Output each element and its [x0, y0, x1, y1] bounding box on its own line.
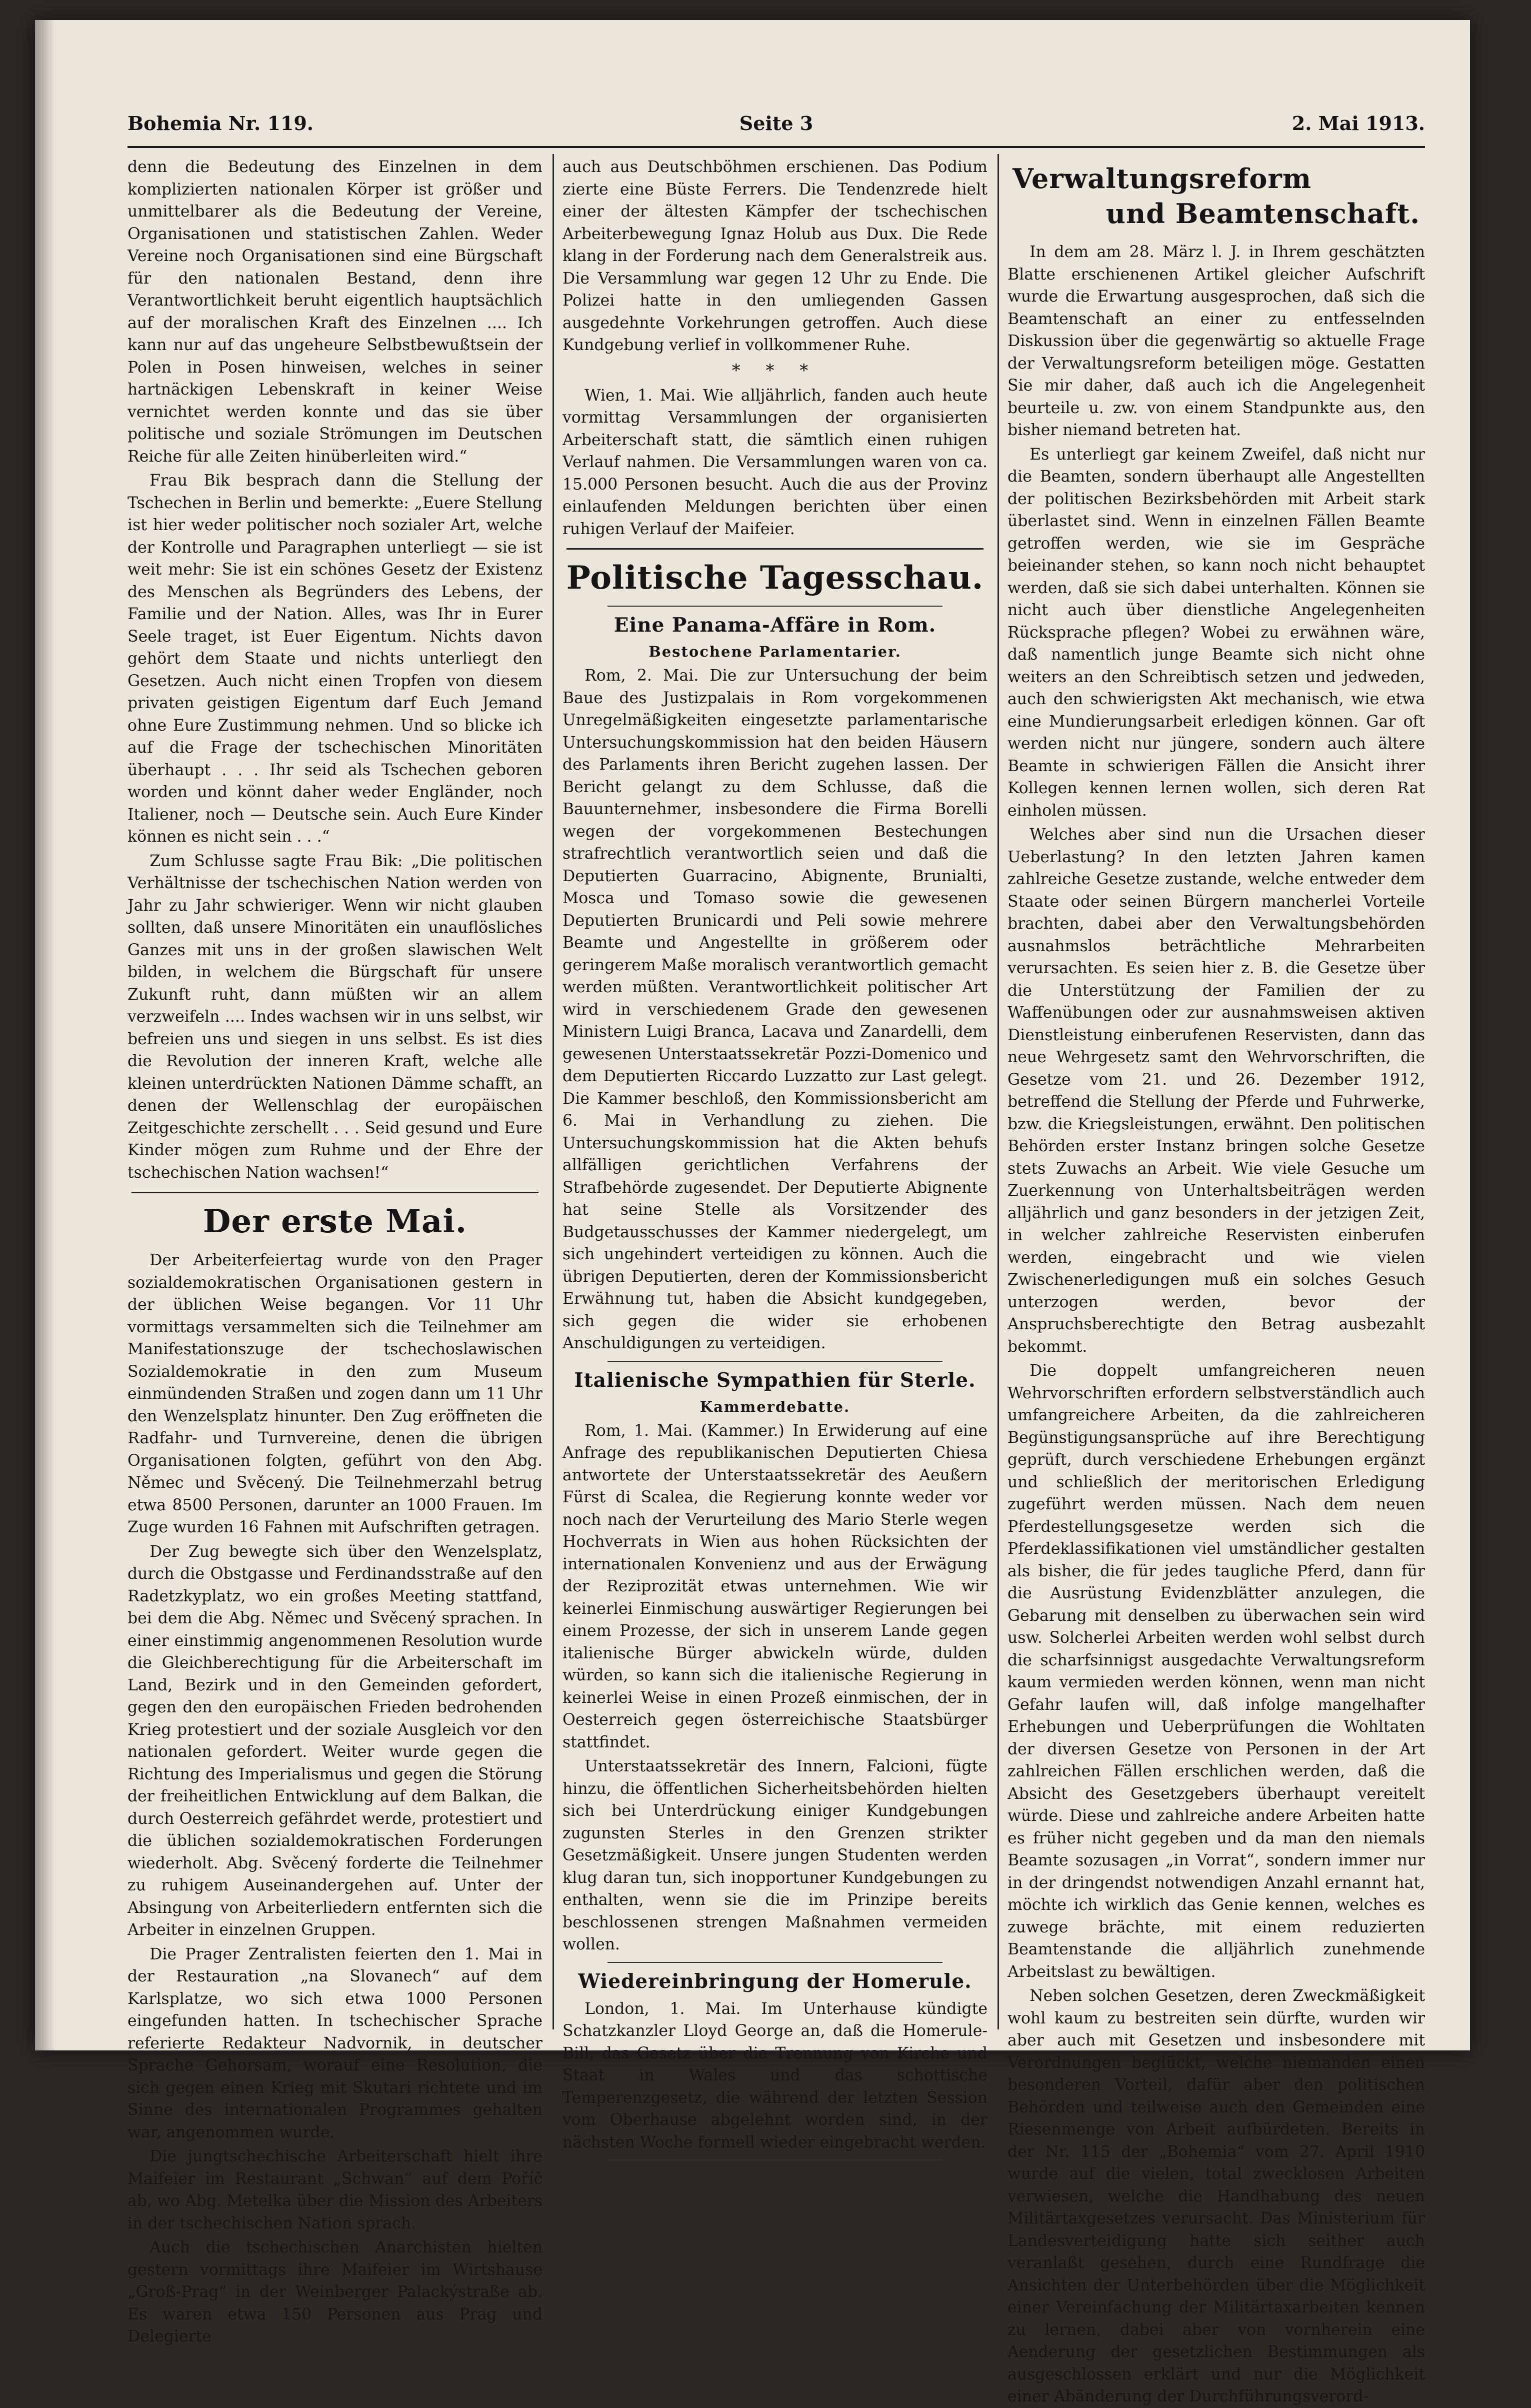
section-title-tagesschau: Politische Tagesschau. [566, 559, 984, 597]
article-title-homerule: Wiedereinbringung der Homerule. [578, 1969, 972, 1993]
article-divider [566, 548, 984, 550]
column-divider [552, 154, 554, 2029]
column-divider [998, 154, 999, 2029]
header-issue: Bohemia Nr. 119. [128, 112, 314, 135]
paragraph: In dem am 28. März l. J. in Ihrem geschätzten Blatte erschienenen Artikel gleicher Aufschrift wurde die Erwartung ausgesprochen, daß sich die Beamtenschaft an einer zu entfesselnden Diskussion über die gegenwärtig so aktuelle Frage der Verwaltungsreform beteiligen möge. Gestatten Sie mir daher, daß auch ich die Angelegenheit beurteile u. zw. von einem Standpunkte aus, den bisher niemand betreten hat. [1008, 243, 1425, 439]
paragraph: Es unterliegt gar keinem Zweifel, daß nicht nur die Beamten, sondern überhaupt alle Angestellten der politischen Bezirksbehörden mit Arbeit stark überlastet sind. Wenn in einzelnen Fällen Beamte getroffen werden, wie sie im Gespräche beieinander stehen, so kann noch nicht behauptet werden, daß sie sich dabei unterhalten. Können sie nicht auch über dienstliche Angelegenheiten Rücksprache pflegen? Wobei zu erwähnen wäre, daß namentlich junge Beamte sich nicht ohne weiters an den Schreibtisch setzen und jedweden, auch den schwierigsten Akt mechanisch, wie etwa eine Mundierungsarbeit erledigen können. Gar oft werden nicht nur jüngere, sondern auch ältere Beamte in schwierigen Fällen die Ansicht ihrer Kollegen kennen lernen wollen, sich deren Rat einholen müssen. [1008, 445, 1425, 820]
paragraph: Wien, 1. Mai. Wie alljährlich, fanden auch heute vormittag Versammlungen der organisierten Arbeiterschaft statt, die sämtlich einen ruhigen Verlauf nahmen. Die Versammlungen waren von ca. 15.000 Personen besucht. Auch die aus der Provinz einlaufenden Meldungen berichten über einen ruhigen Verlauf der Maifeier. [562, 386, 988, 538]
article-title-erste-mai: Der erste Mai. [202, 1203, 468, 1240]
column-left [128, 156, 542, 2345]
paragraph: Die jungtschechische Arbeiterschaft hielt ihre Maifeier im Restaurant „Schwan“ auf dem Poříč ab, wo Abg. Metelka über die Mission des Arbeiters in der tschechischen Nation sprach. [128, 2147, 542, 2232]
paragraph: Rom, 2. Mai. Die zur Untersuchung der beim Baue des Justizpalais in Rom vorgekommenen Unregelmäßigkeiten eingesetzte parlamentarische Untersuchungskommission hat den beiden Häusern des Parlaments ihren Bericht zugehen lassen. Der Bericht gelangt zu dem Schlusse, daß die Bauunternehmer, insbesondere die Firma Borelli wegen der vorgekommenen Bestechungen strafrechtlich verantwortlich seien und daß die Deputierten Guarracino, Abignente, Brunialti, Mosca und Tomaso sowie die gewesenen Deputierten Brunicardi und Peli sowie mehrere Beamte und Angestellte in größerem oder geringerem Maße moralisch verantwortlich gemacht werden müßten. Verantwortlichkeit politischer Art wird in verschiedenem Grade den gewesenen Ministern Luigi Branca, Lacava und Zanardelli, dem gewesenen Unterstaatssekretär Pozzi-Domenico und dem Deputierten Riccardo Luzzatto zur Last gelegt. Die Kammer beschloß, den Kommissionsbericht am 6. Mai in Verhandlung zu ziehen. Die Untersuchungskommission hat die Akten behufs allfälligen gerichtlichen Verfahrens der Strafbehörde zugesendet. Der Deputierte Abignente hat seine Stelle als Vorsitzender des Budgetausschusses der Kammer niedergelegt, um sich ungehindert verteidigen zu können. Auch die übrigen Deputierten, deren der Kommissionsbericht Erwähnung tut, haben die Absicht kundgegeben, sich gegen die wider sie erhobenen Anschuldigungen zu verteidigen. [562, 667, 988, 1352]
article-title-panama: Eine Panama-Affäre in Rom. [614, 614, 936, 637]
paragraph: Welches aber sind nun die Ursachen dieser Ueberlastung? In den letzten Jahren kamen zahlreiche Gesetze zustande, welche entweder dem Staate oder seinen Bürgern mancherlei Vorteile brachten, dabei aber den Verwaltungsbehörden ausnahmslos beträchtliche Mehrarbeiten verursachten. Es seien hier z. B. die Gesetze über die Unterstützung der Familien der zu Waffenübungen oder zur ausnahmsweisen aktiven Dienstleistung einberufenen Reservisten, dann das neue Wehrgesetz samt den Wehrvorschriften, die Gesetze vom 21. und 26. Dezember 1912, betreffend die Stellung der Pferde und Fuhrwerke, bzw. die Kriegsleistungen, erwähnt. Den politischen Behörden erster Instanz bringen solche Gesetze stets Zuwachs an Arbeit. Wie viele Gesuche um Zuerkennung von Unterhaltsbeiträgen werden alljährlich und ganz besonders in der jetzigen Zeit, in welcher zahlreiche Reservisten einberufen werden, eingebracht und wie vielen Zwischenerledigungen muß ein solches Gesuch unterzogen werden, bevor der Anspruchsberechtigte den Betrag ausbezahlt bekommt. [1008, 826, 1425, 1356]
paragraph: Die Prager Zentralisten feierten den 1. Mai in der Restauration „na Slovanech“ auf dem Karlsplatze, wo sich etwa 1000 Personen eingefunden hatten. In tschechischer Sprache referierte Redakteur Nadvornik, in deutscher Sprache Gehorsam, worauf eine Resolution, die sich gegen einen Krieg mit Skutari richtete und im Sinne des internationalen Programmes gehalten war, angenommen wurde. [128, 1945, 542, 2141]
newspaper-page [35, 20, 1470, 2405]
separator-asterisks: * * * [732, 360, 818, 381]
article-subtitle-panama: Bestochene Parlamentarier. [648, 643, 902, 660]
article-title-verwaltungsreform: Verwaltungsreform [1012, 163, 1312, 195]
article-divider [132, 1192, 538, 1193]
section-divider [608, 606, 942, 607]
article-title-beamtenschaft: und Beamtenschaft. [1106, 198, 1420, 230]
header-rule [128, 146, 1425, 148]
paragraph: Zum Schlusse sagte Frau Bik: „Die politischen Verhältnisse der tschechischen Nation werden von Jahr zu Jahr schwieriger. Wenn wir nicht glauben sollten, daß unsere Minoritäten ein unauflösliches Ganzes mit uns in der großen slawischen Welt bilden, in welchem die Bürgschaft für unsere Zukunft ruht, dann müßten wir an allem verzweifeln .... Indes wachsen wir in uns selbst, wir befreien uns und siegen in uns selbst. Es ist dies die Revolution der inneren Kraft, welche alle kleinen unterdrückten Nationen Dämme schafft, an denen der Wellenschlag der europäischen Zeitgeschichte zerschellt . . . Seid gesund und Eure Kinder mögen zum Ruhme und der Ehre der tschechischen Nation wachsen!“ [128, 852, 542, 1182]
page-header [128, 100, 1425, 145]
paragraph: Rom, 1. Mai. (Kammer.) In Erwiderung auf eine Anfrage des republikanischen Deputierten Chiesa antwortete der Unterstaatssekretär des Aeußern Fürst di Scalea, die Regierung konnte weder vor noch nach der Verurteilung des Mario Sterle wegen Hochverrats in Wien aus hohen Rücksichten der internationalen Konvenienz und aus der Erwägung der Reziprozität etwas unternehmen. Wie wir keinerlei Einmischung auswärtiger Regierungen bei einem Prozesse, der sich in unserem Lande gegen italienische Bürger abwickeln würde, dulden würden, so kann sich die italienische Regierung in keinerlei Weise in einen Prozeß einmischen, der in Oesterreich gegen österreichische Staatsbürger stattfindet. [562, 1421, 988, 1751]
article-subtitle-sterle: Kammerdebatte. [700, 1398, 850, 1415]
paragraph: Der Arbeiterfeiertag wurde von den Prager sozialdemokratischen Organisationen gestern in der üblichen Weise begangen. Vor 11 Uhr vormittags versammelten sich die Teilnehmer am Manifestationszuge der tschechoslawischen Sozialdemokratie in den zum Museum einmündenden Straßen und zogen dann um 11 Uhr den Wenzelsplatz hinunter. Den Zug eröffneten die Radfahr- und Turnvereine, denen die übrigen Organisationen folgten, geführt von den Abg. Němec und Svěcený. Die Teilnehmerzahl betrug etwa 8500 Personen, darunter an 1000 Frauen. Im Zuge wurden 16 Fahnen mit Aufschriften getragen. [128, 1251, 542, 1536]
column-center [562, 156, 988, 2151]
paragraph: auch aus Deutschböhmen erschienen. Das Podium zierte eine Büste Ferrers. Die Tendenzrede hielt einer der ältesten Kämpfer der tschechischen Arbeiterbewegung Ignaz Holub aus Dux. Die Rede klang in der Forderung nach dem Generalstreik aus. Die Versammlung war gegen 12 Uhr zu Ende. Die Polizei hatte in den umliegenden Gassen ausgedehnte Vorkehrungen getroffen. Auch diese Kundgebung verlief in vollkommener Ruhe. [562, 158, 988, 354]
column-right [1008, 156, 1425, 2405]
paragraph: Der Zug bewegte sich über den Wenzelsplatz, durch die Obstgasse und Ferdinandsstraße auf den Radetzkyplatz, wo ein großes Meeting stattfand, bei dem die Abg. Němec und Svěcený sprachen. In einer einstimmig angenommenen Resolution wurde die Gleichberechtigung für die Arbeiterschaft im Land, Bezirk und in den Gemeinden gefordert, gegen den den europäischen Frieden bedrohenden Krieg protestiert und der soziale Ausgleich vor den nationalen gefordert. Weiter wurde gegen die Richtung des Imperialismus und gegen die Störung der freiheitlichen Entwicklung auf dem Balkan, die durch Oesterreich gefährdet werde, protestiert und die üblichen sozialdemokratischen Forderungen wiederholt. Abg. Svěcený forderte die Teilnehmer zu ruhigem Auseinandergehen auf. Unter der Absingung von Arbeiterliedern entfernten sich die Arbeiter in einzelnen Gruppen. [128, 1542, 542, 1939]
article-divider [608, 1962, 942, 1963]
end-divider [608, 2159, 942, 2160]
article-title-sterle: Italienische Sympathien für Sterle. [574, 1368, 976, 1392]
header-page-number: Seite 3 [739, 112, 814, 135]
header-date: 2. Mai 1913. [1292, 112, 1425, 135]
paragraph: Die doppelt umfangreicheren neuen Wehrvorschriften erfordern selbstverständlich auch umfangreichere Arbeiten, da die zahlreicheren Begünstigungsansprüche auf ihre Berechtigung geprüft, durch verschiedene Erhebungen ergänzt und schließlich der meritorischen Erledigung zugeführt werden müssen. Nach dem neuen Pferdestellungsgesetze werden sich die Pferdeklassifikationen viel umständlicher gestalten als bisher, die für jedes taugliche Pferd, dann für die Ausrüstung Evidenzblätter anzulegen, die Gebarung mit denselben zu überwachen sein wird usw. Solcherlei Arbeiten werden wohl selbst durch die scharfsinnigst ausgedachte Verwaltungsreform kaum vermieden werden können, wenn man nicht Gefahr laufen will, daß infolge mangelhafter Erhebungen und Ueberprüfungen die Wohltaten der diversen Gesetze von Personen in der Art zahlreichen Fällen erschlichen werden, daß die Absicht des Gesetzgebers überhaupt vereitelt würde. Diese und zahlreiche andere Arbeiten hatte es früher nicht gegeben und da man den niemals Beamte sozusagen „in Vorrat“, sondern immer nur in der dringendst notwendigen Anzahl ernannt hat, möchte ich wirklich das Genie kennen, welches es zuwege brächte, mit einem reduzierten Beamtenstande die alljährlich zunehmende Arbeitslast zu bewältigen. [1008, 1362, 1425, 1981]
paragraph: Frau Bik besprach dann die Stellung der Tschechen in Berlin und bemerkte: „Euere Stellung ist hier weder politischer noch sozialer Art, welche der Kontrolle und Paragraphen unterliegt — sie ist weit mehr: Sie ist ein schönes Gesetz der Existenz des Menschen als Begründers des Lebens, der Familie und der Nation. Alles, was Ihr in Eurer Seele traget, ist Euer Eigentum. Nichts davon gehört dem Staate und nichts unterliegt den Gesetzen. Auch nicht einen Tropfen von diesem privaten geistigen Eigentum darf Euch Jemand ohne Eure Zustimmung nehmen. Und so blicke ich auf die Frage der tschechischen Minoritäten überhaupt . . . Ihr seid als Tschechen geboren worden und könnt daher weder Engländer, noch Italiener, noch — Deutsche sein. Auch Eure Kinder können es nicht sein . . .“ [128, 472, 542, 846]
paragraph: Unterstaatssekretär des Innern, Falcioni, fügte hinzu, die öffentlichen Sicherheitsbehörden hielten sich bei Unterdrückung einiger Kundgebungen zugunsten Sterles in den Grenzen strikter Gesetzmäßigkeit. Unsere jungen Studenten werden klug daran tun, sich inopportuner Kundgebungen zu enthalten, wenn sie die im Prinzipe bereits beschlossenen strengen Maßnahmen vermeiden wollen. [562, 1757, 988, 1953]
paragraph: denn die Bedeutung des Einzelnen in dem komplizierten nationalen Körper ist größer und unmittelbarer als die Bedeutung der Vereine, Organisationen und statistischen Zahlen. Weder Vereine noch Organisationen sind eine Bürgschaft für den nationalen Bestand, denn ihre Verantwortlichkeit beruht eigentlich hauptsächlich auf der moralischen Kraft des Einzelnen .... Ich kann nur auf das ungeheure Selbstbewußtsein der Polen in Posen hinweisen, welches in seiner hartnäckigen Lebenskraft in keiner Weise vernichtet werden konnte und das sie über politische und soziale Strömungen im Deutschen Reiche für alle Zeiten hinüberleiten wird.“ [128, 158, 542, 466]
paragraph: London, 1. Mai. Im Unterhause kündigte Schatzkanzler Lloyd George an, daß die Homerule-Bill, das Gesetz über die Trennung von Kirche und Staat in Wales und das schottische Temperenzgesetz, die während der letzten Session vom Oberhause abgelehnt worden sind, in der nächsten Woche formell wieder eingebracht werden. [562, 1999, 988, 2151]
paragraph: Neben solchen Gesetzen, deren Zweckmäßigkeit wohl kaum zu bestreiten sein dürfte, wurden wir aber auch mit Gesetzen und insbesondere mit Verordnungen beglückt, welche niemanden einen besonderen Vorteil, dafür aber den politischen Behörden und teilweise auch den Gemeinden eine Riesenmenge von Arbeit aufbürdeten. Bereits in der Nr. 115 der „Bohemia“ vom 27. April 1910 wurde auf die vielen, total zwecklosen Arbeiten verwiesen, welche die Handhabung des neuen Militärtaxgesetzes verursacht. Das Ministerium für Landesverteidigung hatte sich seither auch veranlaßt gesehen, durch eine Rundfrage die Ansichten der Unterbehörden über die Möglichkeit einer Vereinfachung der Militärtaxarbeiten kennen zu lernen, dabei aber von vornherein eine Aenderung der gesetzlichen Bestimmungen als ausgeschlossen erklärt und nur die Möglichkeit einer Abänderung der Durchführungsverord- [1008, 1987, 1425, 2405]
paragraph: Auch die tschechischen Anarchisten hielten gestern vormittags ihre Maifeier im Wirtshause „Groß-Prag“ in der Weinberger Palackýstraße ab. Es waren etwa 150 Personen aus Prag und Delegierte [128, 2238, 542, 2345]
page-edge-shadow [35, 20, 55, 2050]
article-divider [608, 1361, 942, 1362]
